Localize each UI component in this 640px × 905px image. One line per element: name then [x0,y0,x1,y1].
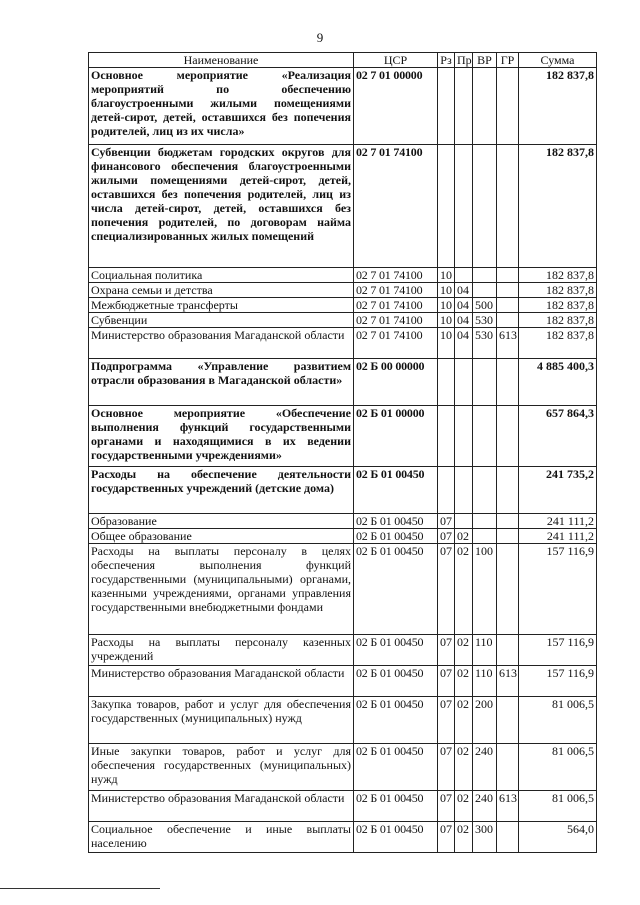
row-pr: 04 [455,313,473,328]
row-sum: 564,0 [519,822,597,853]
row-rz [438,68,455,145]
row-sum: 182 837,8 [519,328,597,359]
row-gr [497,283,519,298]
row-pr [455,406,473,467]
row-csr: 02 Б 01 00450 [354,822,438,853]
row-csr: 02 Б 01 00000 [354,406,438,467]
row-gr [497,145,519,268]
row-rz: 07 [438,791,455,822]
row-rz: 10 [438,268,455,283]
row-sum: 182 837,8 [519,298,597,313]
row-sum: 657 864,3 [519,406,597,467]
table-row [89,544,597,635]
row-rz: 10 [438,298,455,313]
table-row [89,313,597,328]
row-csr: 02 Б 01 00450 [354,635,438,666]
row-name: Иные закупки товаров, работ и услуг для обеспечения государственных (муниципальных) нужд [89,744,354,791]
row-vr [473,145,497,268]
row-csr: 02 7 01 74100 [354,268,438,283]
row-name: Социальная политика [89,268,354,283]
row-rz: 07 [438,635,455,666]
row-gr [497,529,519,544]
row-gr [497,514,519,529]
row-sum: 182 837,8 [519,68,597,145]
row-sum: 81 006,5 [519,791,597,822]
row-sum: 157 116,9 [519,635,597,666]
row-name: Основное мероприятие «Обеспечение выполнения функций государственными органами и находящимися в их ведении государственными учреждениями» [89,406,354,467]
row-rz: 10 [438,328,455,359]
row-vr: 110 [473,635,497,666]
row-name: Межбюджетные трансферты [89,298,354,313]
row-vr: 240 [473,744,497,791]
row-rz: 07 [438,544,455,635]
row-gr [497,68,519,145]
row-sum: 81 006,5 [519,744,597,791]
row-name: Расходы на обеспечение деятельности государственных учреждений (детские дома) [89,467,354,514]
row-name: Закупка товаров, работ и услуг для обеспечения государственных (муниципальных) нужд [89,697,354,744]
row-rz: 07 [438,666,455,697]
table-row [89,822,597,853]
table-row [89,666,597,697]
row-sum: 182 837,8 [519,145,597,268]
row-name: Расходы на выплаты персоналу казенных учреждений [89,635,354,666]
row-gr [497,406,519,467]
row-gr [497,544,519,635]
row-csr: 02 7 01 74100 [354,145,438,268]
row-sum: 241 735,2 [519,467,597,514]
row-csr: 02 Б 01 00450 [354,666,438,697]
row-csr: 02 Б 01 00450 [354,697,438,744]
table-row [89,744,597,791]
page-number: 9 [316,30,324,45]
row-vr [473,514,497,529]
row-name: Охрана семьи и детства [89,283,354,298]
row-vr [473,359,497,406]
row-rz [438,467,455,514]
row-pr [455,359,473,406]
row-pr: 02 [455,697,473,744]
row-name: Министерство образования Магаданской области [89,328,354,359]
row-rz: 07 [438,514,455,529]
row-sum: 157 116,9 [519,544,597,635]
row-name: Расходы на выплаты персоналу в целях обеспечения выполнения функций государственными (муниципальными) органами, казенными учреждениями, органами управления государственными внебюджетными фондами [89,544,354,635]
table-row [89,529,597,544]
row-vr: 530 [473,313,497,328]
row-vr: 110 [473,666,497,697]
row-csr: 02 7 01 74100 [354,298,438,313]
row-sum: 182 837,8 [519,268,597,283]
row-csr: 02 Б 01 00450 [354,514,438,529]
row-gr [497,298,519,313]
row-pr: 04 [455,298,473,313]
row-pr [455,145,473,268]
header-sum: Сумма [519,53,597,68]
row-vr: 100 [473,544,497,635]
header-csr: ЦСР [354,53,438,68]
row-csr: 02 7 01 74100 [354,328,438,359]
row-pr: 02 [455,635,473,666]
footnote-divider [0,888,160,889]
header-pr: Пр [455,53,473,68]
row-vr [473,68,497,145]
row-sum: 241 111,2 [519,514,597,529]
row-vr: 500 [473,298,497,313]
row-vr: 530 [473,328,497,359]
row-csr: 02 7 01 74100 [354,313,438,328]
row-csr: 02 Б 01 00450 [354,529,438,544]
row-pr [455,68,473,145]
budget-table [88,52,597,853]
row-gr [497,697,519,744]
row-pr: 02 [455,666,473,697]
row-name: Общее образование [89,529,354,544]
row-gr [497,313,519,328]
row-pr [455,514,473,529]
row-name: Основное мероприятие «Реализация мероприятий по обеспечению благоустроенными жилыми помещениями детей-сирот, детей, оставшихся без попечения родителей, лиц из их числа» [89,68,354,145]
row-sum: 157 116,9 [519,666,597,697]
row-name: Субвенции [89,313,354,328]
row-pr: 02 [455,822,473,853]
row-name: Образование [89,514,354,529]
row-rz: 10 [438,313,455,328]
row-sum: 182 837,8 [519,283,597,298]
row-gr [497,268,519,283]
row-pr [455,467,473,514]
row-rz [438,359,455,406]
header-name: Наименование [89,53,354,68]
table-row [89,467,597,514]
row-sum: 81 006,5 [519,697,597,744]
row-csr: 02 7 01 00000 [354,68,438,145]
row-sum: 182 837,8 [519,313,597,328]
row-csr: 02 Б 01 00450 [354,744,438,791]
row-gr [497,635,519,666]
table-row [89,298,597,313]
row-pr: 04 [455,328,473,359]
row-name: Министерство образования Магаданской области [89,791,354,822]
row-csr: 02 Б 00 00000 [354,359,438,406]
row-vr [473,406,497,467]
row-gr [497,822,519,853]
table-row [89,268,597,283]
table-row [89,283,597,298]
row-vr: 200 [473,697,497,744]
row-rz [438,406,455,467]
row-csr: 02 Б 01 00450 [354,791,438,822]
row-gr: 613 [497,666,519,697]
row-vr: 240 [473,791,497,822]
header-vr: ВР [473,53,497,68]
table-header-row [89,53,597,68]
header-gr: ГР [497,53,519,68]
row-rz: 07 [438,822,455,853]
row-name: Подпрограмма «Управление развитием отрасли образования в Магаданской области» [89,359,354,406]
row-rz: 07 [438,697,455,744]
row-rz [438,145,455,268]
row-gr [497,467,519,514]
table-row [89,791,597,822]
row-vr [473,268,497,283]
row-vr [473,283,497,298]
table-body [89,68,597,853]
row-rz: 07 [438,529,455,544]
row-vr [473,529,497,544]
row-vr [473,467,497,514]
row-rz: 10 [438,283,455,298]
row-name: Субвенции бюджетам городских округов для финансового обеспечения благоустроенными жилыми помещениями детей-сирот, детей, оставшихся без попечения родителей, лиц из числа детей-сирот, детей, оставшихся без попечения родителей, по договорам найма специализированных жилых помещений [89,145,354,268]
row-name: Социальное обеспечение и иные выплаты населению [89,822,354,853]
table-row [89,697,597,744]
row-pr: 04 [455,283,473,298]
row-sum: 241 111,2 [519,529,597,544]
row-pr [455,268,473,283]
row-gr [497,359,519,406]
row-name: Министерство образования Магаданской области [89,666,354,697]
row-vr: 300 [473,822,497,853]
table-row [89,328,597,359]
row-rz: 07 [438,744,455,791]
row-csr: 02 Б 01 00450 [354,467,438,514]
table-row [89,145,597,268]
row-sum: 4 885 400,3 [519,359,597,406]
table-row [89,68,597,145]
table-row [89,359,597,406]
table-row [89,635,597,666]
table-row [89,514,597,529]
table-row [89,406,597,467]
row-pr: 02 [455,544,473,635]
row-pr: 02 [455,744,473,791]
row-pr: 02 [455,791,473,822]
header-rz: Рз [438,53,455,68]
row-csr: 02 Б 01 00450 [354,544,438,635]
row-gr: 613 [497,791,519,822]
row-csr: 02 7 01 74100 [354,283,438,298]
row-pr: 02 [455,529,473,544]
row-gr: 613 [497,328,519,359]
row-gr [497,744,519,791]
